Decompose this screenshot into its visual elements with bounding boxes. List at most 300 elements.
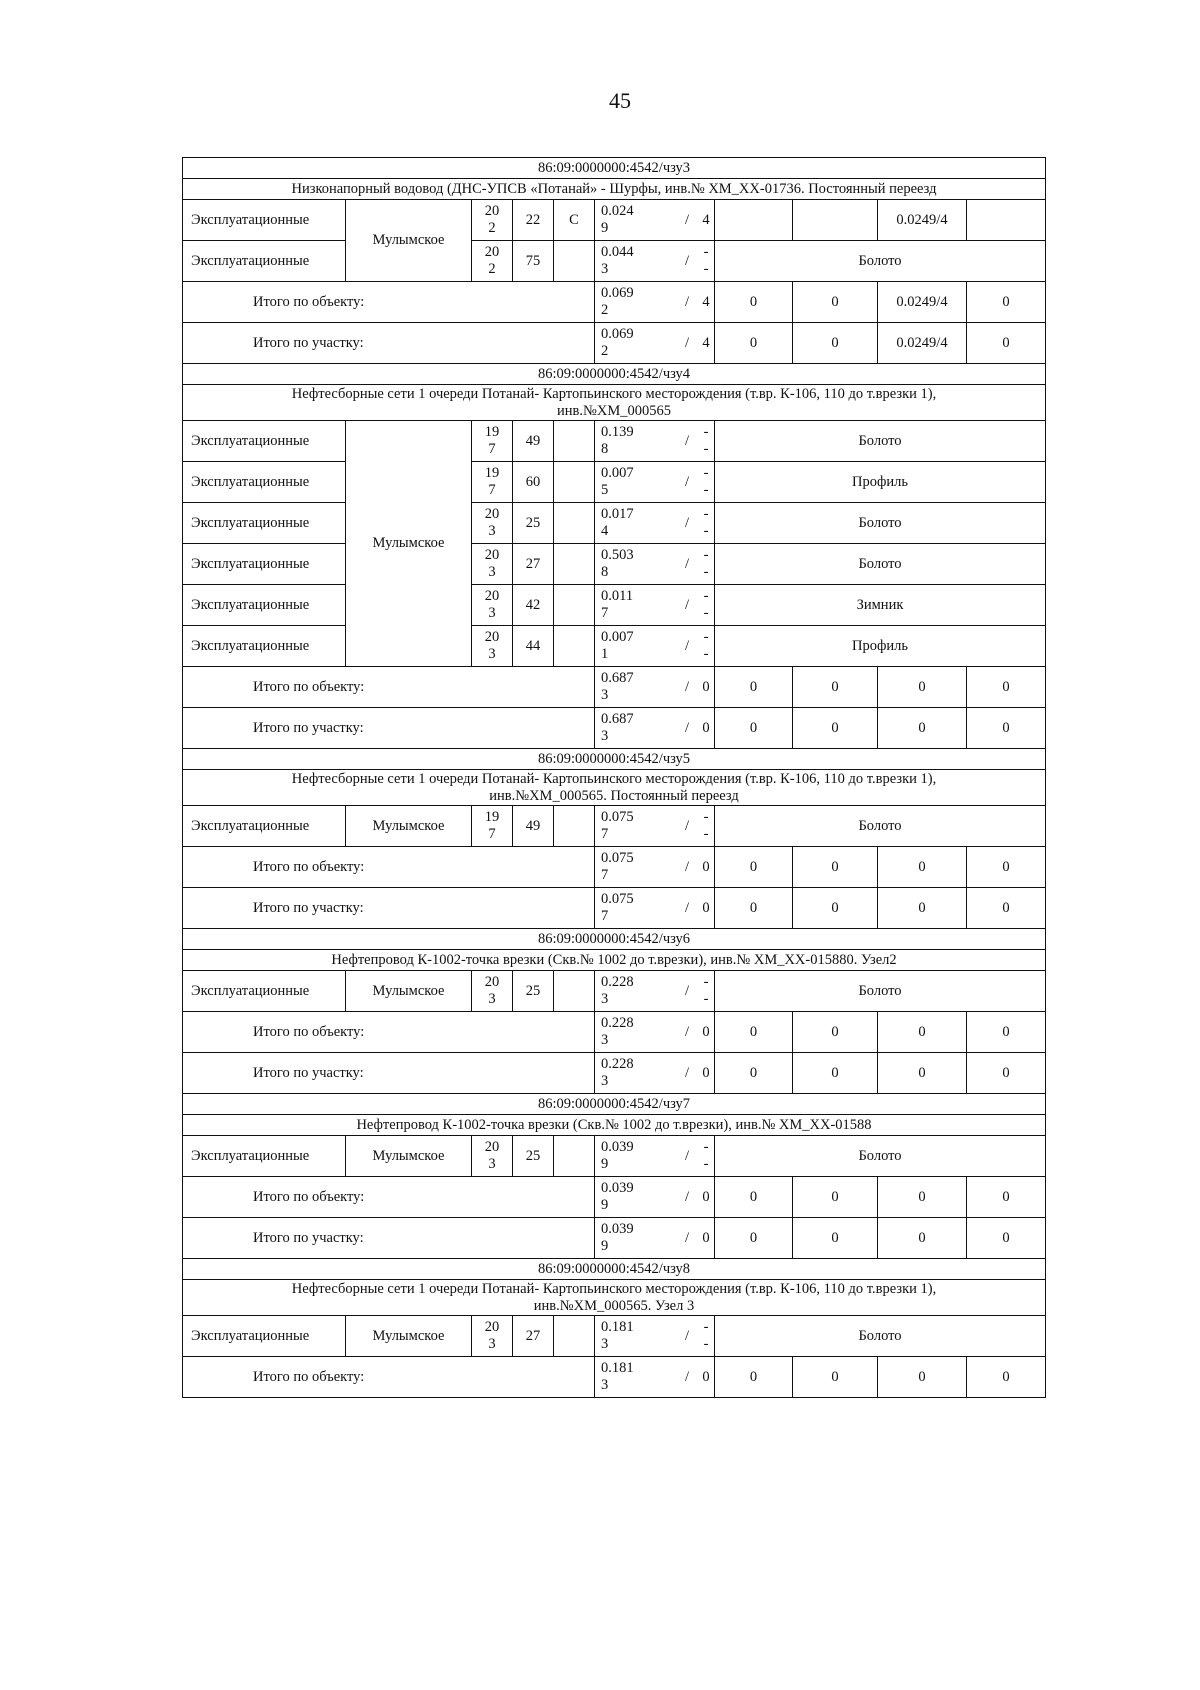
section-code-row bbox=[183, 749, 1046, 770]
total-value: 0 bbox=[967, 1177, 1046, 1218]
area-right-part: - bbox=[703, 547, 709, 563]
kvartal-cell bbox=[472, 462, 513, 503]
stacked-part: 19 bbox=[484, 424, 500, 440]
category-cell: Эксплуатационные bbox=[183, 585, 346, 626]
area-part: 0.075 bbox=[601, 850, 634, 866]
area-right-part: - bbox=[703, 1319, 709, 1335]
area-right bbox=[698, 1015, 714, 1049]
section-code: 86:09:0000000:4542/чзу8 bbox=[183, 1259, 1046, 1280]
area-value bbox=[595, 424, 676, 458]
area-cell bbox=[595, 1177, 715, 1218]
stacked-value bbox=[472, 547, 512, 581]
area-value bbox=[595, 1360, 676, 1394]
area-part: 0.228 bbox=[601, 1056, 634, 1072]
land-type-cell: Болото bbox=[715, 241, 1046, 282]
vydel-cell: 60 bbox=[513, 462, 554, 503]
total-value: 0 bbox=[878, 1218, 967, 1259]
area-part: 3 bbox=[601, 1073, 609, 1089]
total-value: 0 bbox=[793, 1177, 878, 1218]
area-cell bbox=[595, 626, 715, 667]
total-value: 0 bbox=[967, 888, 1046, 929]
value-cell bbox=[967, 200, 1046, 241]
land-type-cell: Болото bbox=[715, 806, 1046, 847]
data-row bbox=[183, 971, 1046, 1012]
data-row bbox=[183, 200, 1046, 241]
total-value: 0 bbox=[878, 1357, 967, 1398]
total-value: 0 bbox=[967, 1053, 1046, 1094]
total-value: 0 bbox=[878, 847, 967, 888]
area-right-part: 0 bbox=[702, 1229, 710, 1246]
area-part: 0.228 bbox=[601, 974, 634, 990]
section-code-row bbox=[183, 1259, 1046, 1280]
area-right bbox=[698, 547, 714, 581]
area-part: 0.075 bbox=[601, 891, 634, 907]
area-cell bbox=[595, 1012, 715, 1053]
stacked-part: 20 bbox=[484, 244, 500, 260]
area-right-part: - bbox=[703, 991, 709, 1007]
vydel-cell: 25 bbox=[513, 1136, 554, 1177]
area-value bbox=[595, 1015, 676, 1049]
area-right bbox=[698, 1056, 714, 1090]
total-value: 0 bbox=[793, 667, 878, 708]
area-value bbox=[595, 588, 676, 622]
area-slash: / bbox=[684, 211, 690, 228]
area-right bbox=[698, 203, 714, 237]
area-right bbox=[698, 244, 714, 278]
area-cell bbox=[595, 847, 715, 888]
area-value bbox=[595, 506, 676, 540]
area-slash: / bbox=[684, 858, 690, 875]
total-value: 0 bbox=[715, 888, 793, 929]
stacked-value bbox=[472, 809, 512, 843]
section-code: 86:09:0000000:4542/чзу7 bbox=[183, 1094, 1046, 1115]
kvartal-cell bbox=[472, 503, 513, 544]
area-right-part: - bbox=[703, 482, 709, 498]
area-part: 0.228 bbox=[601, 1015, 634, 1031]
area-cell bbox=[595, 462, 715, 503]
area-right-part: - bbox=[703, 605, 709, 621]
area-right bbox=[698, 424, 714, 458]
kvartal-cell bbox=[472, 421, 513, 462]
area-cell bbox=[595, 421, 715, 462]
total-label: Итого по объекту: bbox=[183, 282, 595, 323]
land-type-cell: Болото bbox=[715, 971, 1046, 1012]
total-value: 0 bbox=[715, 323, 793, 364]
area-right-part: - bbox=[703, 1336, 709, 1352]
stacked-part: 3 bbox=[488, 605, 496, 621]
category-cell: Эксплуатационные bbox=[183, 544, 346, 585]
area-part: 0.011 bbox=[601, 588, 634, 604]
vydel-cell: 25 bbox=[513, 971, 554, 1012]
area-right bbox=[698, 809, 714, 843]
area-cell bbox=[595, 708, 715, 749]
section-title-line: Нефтесборные сети 1 очереди Потанай- Картопьинского месторождения (т.вр. К-106, 110 до т.врезки 1), bbox=[291, 770, 937, 787]
area-cell bbox=[595, 200, 715, 241]
area-part: 4 bbox=[601, 523, 609, 539]
page-number: 45 bbox=[609, 88, 631, 113]
area-right-part: 0 bbox=[702, 678, 710, 695]
mark-cell bbox=[554, 241, 595, 282]
section-title bbox=[183, 950, 1046, 971]
area-right bbox=[698, 1180, 714, 1214]
area-slash: / bbox=[684, 1064, 690, 1081]
area-right bbox=[698, 1319, 714, 1353]
total-value: 0 bbox=[715, 1357, 793, 1398]
land-type-cell: Болото bbox=[715, 1136, 1046, 1177]
area-value bbox=[595, 465, 676, 499]
area-right-part: 0 bbox=[702, 1064, 710, 1081]
area-part: 0.687 bbox=[601, 670, 634, 686]
section-title-row bbox=[183, 770, 1046, 806]
section-title-line: Нефтепровод К-1002-точка врезки (Скв.№ 1002 до т.врезки), инв.№ ХМ_ХХ-01588 bbox=[356, 1116, 872, 1133]
area-part: 2 bbox=[601, 343, 609, 359]
stacked-part: 20 bbox=[484, 506, 500, 522]
area-slash: / bbox=[684, 899, 690, 916]
stacked-value bbox=[472, 203, 512, 237]
section-title-row bbox=[183, 179, 1046, 200]
area-value bbox=[595, 850, 676, 884]
area-value bbox=[595, 285, 676, 319]
total-value: 0 bbox=[878, 1053, 967, 1094]
total-value: 0 bbox=[793, 708, 878, 749]
land-type-cell: Болото bbox=[715, 544, 1046, 585]
area-right-part: 4 bbox=[702, 211, 710, 228]
section-title bbox=[183, 179, 1046, 200]
total-value: 0 bbox=[793, 323, 878, 364]
data-row bbox=[183, 585, 1046, 626]
section-title-line: Низконапорный водовод (ДНС-УПСВ «Потанай» - Шурфы, инв.№ ХМ_ХХ-01736. Постоянный переезд bbox=[291, 180, 937, 197]
area-cell bbox=[595, 1316, 715, 1357]
vydel-cell: 27 bbox=[513, 544, 554, 585]
area-right-part: - bbox=[703, 261, 709, 277]
area-part: 0.181 bbox=[601, 1319, 634, 1335]
total-label: Итого по участку: bbox=[183, 1218, 595, 1259]
stacked-value bbox=[472, 629, 512, 663]
stacked-part: 20 bbox=[484, 588, 500, 604]
section-title-row bbox=[183, 1280, 1046, 1316]
data-row bbox=[183, 421, 1046, 462]
land-type-cell: Профиль bbox=[715, 626, 1046, 667]
mark-cell bbox=[554, 503, 595, 544]
kvartal-cell bbox=[472, 806, 513, 847]
area-part: 9 bbox=[601, 1197, 609, 1213]
area-cell bbox=[595, 971, 715, 1012]
stacked-part: 3 bbox=[488, 523, 496, 539]
area-part: 0.017 bbox=[601, 506, 634, 522]
total-value: 0 bbox=[715, 1218, 793, 1259]
section-code-row bbox=[183, 158, 1046, 179]
land-type-cell: Болото bbox=[715, 503, 1046, 544]
mark-cell bbox=[554, 626, 595, 667]
area-part: 0.069 bbox=[601, 285, 634, 301]
kvartal-cell bbox=[472, 241, 513, 282]
section-title bbox=[183, 385, 1046, 421]
area-right-part: - bbox=[703, 974, 709, 990]
total-label: Итого по объекту: bbox=[183, 667, 595, 708]
area-cell bbox=[595, 1218, 715, 1259]
area-value bbox=[595, 670, 676, 704]
area-part: 9 bbox=[601, 1238, 609, 1254]
stacked-part: 20 bbox=[484, 1319, 500, 1335]
total-value: 0 bbox=[715, 847, 793, 888]
area-value bbox=[595, 1056, 676, 1090]
section-title bbox=[183, 770, 1046, 806]
vydel-cell: 49 bbox=[513, 421, 554, 462]
area-slash: / bbox=[684, 1229, 690, 1246]
category-cell: Эксплуатационные bbox=[183, 200, 346, 241]
stacked-value bbox=[472, 974, 512, 1008]
area-right bbox=[698, 891, 714, 925]
stacked-part: 7 bbox=[488, 441, 496, 457]
stacked-part: 3 bbox=[488, 1156, 496, 1172]
area-value bbox=[595, 974, 676, 1008]
area-value bbox=[595, 891, 676, 925]
area-slash: / bbox=[684, 1327, 690, 1344]
stacked-value bbox=[472, 465, 512, 499]
data-row bbox=[183, 806, 1046, 847]
total-row bbox=[183, 1177, 1046, 1218]
section-code-row bbox=[183, 929, 1046, 950]
area-part: 3 bbox=[601, 1377, 609, 1393]
area-slash: / bbox=[684, 982, 690, 999]
area-right-part: 0 bbox=[702, 858, 710, 875]
section-title bbox=[183, 1280, 1046, 1316]
stacked-part: 20 bbox=[484, 974, 500, 990]
section-title-row bbox=[183, 385, 1046, 421]
section-title-row bbox=[183, 950, 1046, 971]
area-part: 3 bbox=[601, 261, 609, 277]
forestry-cell: Мулымское bbox=[346, 421, 472, 667]
area-part: 0.139 bbox=[601, 424, 634, 440]
data-row bbox=[183, 462, 1046, 503]
forestry-cell: Мулымское bbox=[346, 806, 472, 847]
area-cell bbox=[595, 667, 715, 708]
area-right bbox=[698, 1139, 714, 1173]
section-code: 86:09:0000000:4542/чзу5 bbox=[183, 749, 1046, 770]
area-value bbox=[595, 547, 676, 581]
section-code: 86:09:0000000:4542/чзу6 bbox=[183, 929, 1046, 950]
area-right-part: - bbox=[703, 646, 709, 662]
land-type-cell: Профиль bbox=[715, 462, 1046, 503]
total-value: 0 bbox=[967, 667, 1046, 708]
data-row bbox=[183, 544, 1046, 585]
total-label: Итого по объекту: bbox=[183, 1012, 595, 1053]
area-part: 2 bbox=[601, 302, 609, 318]
value-cell bbox=[715, 200, 793, 241]
area-value bbox=[595, 203, 676, 237]
land-type-cell: Болото bbox=[715, 421, 1046, 462]
area-right bbox=[698, 850, 714, 884]
area-right-part: - bbox=[703, 465, 709, 481]
total-value: 0 bbox=[793, 1218, 878, 1259]
data-row bbox=[183, 503, 1046, 544]
area-part: 0.075 bbox=[601, 809, 634, 825]
kvartal-cell bbox=[472, 1316, 513, 1357]
total-value: 0 bbox=[715, 1053, 793, 1094]
section-title-line: Нефтесборные сети 1 очереди Потанай- Картопьинского месторождения (т.вр. К-106, 110 до т.врезки 1), bbox=[291, 385, 937, 402]
area-right bbox=[698, 465, 714, 499]
area-slash: / bbox=[684, 596, 690, 613]
total-row bbox=[183, 667, 1046, 708]
category-cell: Эксплуатационные bbox=[183, 1136, 346, 1177]
mark-cell: С bbox=[554, 200, 595, 241]
area-part: 3 bbox=[601, 1336, 609, 1352]
data-row bbox=[183, 1136, 1046, 1177]
area-right bbox=[698, 711, 714, 745]
area-cell bbox=[595, 544, 715, 585]
area-part: 8 bbox=[601, 441, 609, 457]
total-row bbox=[183, 1012, 1046, 1053]
category-cell: Эксплуатационные bbox=[183, 1316, 346, 1357]
forestry-cell: Мулымское bbox=[346, 1316, 472, 1357]
vydel-cell: 27 bbox=[513, 1316, 554, 1357]
stacked-part: 3 bbox=[488, 646, 496, 662]
area-value bbox=[595, 1319, 676, 1353]
total-value: 0 bbox=[967, 1012, 1046, 1053]
total-value: 0 bbox=[878, 1177, 967, 1218]
area-part: 0.039 bbox=[601, 1221, 634, 1237]
total-value: 0 bbox=[793, 1012, 878, 1053]
area-part: 0.024 bbox=[601, 203, 634, 219]
kvartal-cell bbox=[472, 626, 513, 667]
stacked-part: 3 bbox=[488, 991, 496, 1007]
area-right bbox=[698, 1221, 714, 1255]
value-cell: 0.0249/4 bbox=[878, 200, 967, 241]
kvartal-cell bbox=[472, 971, 513, 1012]
area-right-part: 4 bbox=[702, 293, 710, 310]
total-value: 0 bbox=[878, 1012, 967, 1053]
section-title-line: Нефтепровод К-1002-точка врезки (Скв.№ 1002 до т.врезки), инв.№ ХМ_ХХ-015880. Узел2 bbox=[331, 951, 897, 968]
stacked-part: 3 bbox=[488, 1336, 496, 1352]
area-right-part: - bbox=[703, 564, 709, 580]
section-code-row bbox=[183, 1094, 1046, 1115]
total-row bbox=[183, 1357, 1046, 1398]
stacked-part: 19 bbox=[484, 465, 500, 481]
section-title-line: инв.№ХМ_000565 bbox=[557, 402, 671, 419]
category-cell: Эксплуатационные bbox=[183, 503, 346, 544]
vydel-cell: 42 bbox=[513, 585, 554, 626]
area-part: 0.181 bbox=[601, 1360, 634, 1376]
area-slash: / bbox=[684, 334, 690, 351]
area-part: 1 bbox=[601, 646, 609, 662]
total-value: 0 bbox=[715, 1012, 793, 1053]
area-cell bbox=[595, 806, 715, 847]
total-row bbox=[183, 708, 1046, 749]
area-right-part: - bbox=[703, 588, 709, 604]
section-title-line: инв.№ХМ_000565. Узел 3 bbox=[533, 1297, 695, 1314]
area-slash: / bbox=[684, 252, 690, 269]
area-right-part: - bbox=[703, 1156, 709, 1172]
total-row bbox=[183, 323, 1046, 364]
forest-plot-table bbox=[182, 157, 1046, 1398]
data-row bbox=[183, 241, 1046, 282]
area-right-part: 0 bbox=[702, 1188, 710, 1205]
stacked-part: 7 bbox=[488, 482, 496, 498]
total-value: 0 bbox=[967, 1218, 1046, 1259]
area-right-part: 4 bbox=[702, 334, 710, 351]
area-right-part: 0 bbox=[702, 719, 710, 736]
total-value: 0.0249/4 bbox=[878, 282, 967, 323]
area-slash: / bbox=[684, 719, 690, 736]
total-value: 0 bbox=[793, 1357, 878, 1398]
section-title-line: Нефтесборные сети 1 очереди Потанай- Картопьинского месторождения (т.вр. К-106, 110 до т.врезки 1), bbox=[291, 1280, 937, 1297]
stacked-value bbox=[472, 1319, 512, 1353]
total-label: Итого по участку: bbox=[183, 888, 595, 929]
mark-cell bbox=[554, 585, 595, 626]
mark-cell bbox=[554, 544, 595, 585]
section-title-row bbox=[183, 1115, 1046, 1136]
section-title bbox=[183, 1115, 1046, 1136]
area-cell bbox=[595, 888, 715, 929]
stacked-part: 2 bbox=[488, 261, 496, 277]
area-right-part: - bbox=[703, 629, 709, 645]
area-cell bbox=[595, 1053, 715, 1094]
total-value: 0 bbox=[967, 708, 1046, 749]
area-part: 9 bbox=[601, 220, 609, 236]
area-part: 0.503 bbox=[601, 547, 634, 563]
area-slash: / bbox=[684, 432, 690, 449]
total-label: Итого по участку: bbox=[183, 708, 595, 749]
area-part: 8 bbox=[601, 564, 609, 580]
area-slash: / bbox=[684, 1023, 690, 1040]
area-cell bbox=[595, 1357, 715, 1398]
stacked-value bbox=[472, 506, 512, 540]
area-cell bbox=[595, 323, 715, 364]
vydel-cell: 44 bbox=[513, 626, 554, 667]
vydel-cell: 22 bbox=[513, 200, 554, 241]
area-right bbox=[698, 506, 714, 540]
area-value bbox=[595, 711, 676, 745]
area-slash: / bbox=[684, 1188, 690, 1205]
category-cell: Эксплуатационные bbox=[183, 806, 346, 847]
total-value: 0 bbox=[793, 282, 878, 323]
category-cell: Эксплуатационные bbox=[183, 241, 346, 282]
area-value bbox=[595, 244, 676, 278]
area-right-part: - bbox=[703, 506, 709, 522]
area-value bbox=[595, 1139, 676, 1173]
total-label: Итого по участку: bbox=[183, 1053, 595, 1094]
stacked-part: 20 bbox=[484, 1139, 500, 1155]
area-right-part: 0 bbox=[702, 1368, 710, 1385]
section-code: 86:09:0000000:4542/чзу3 bbox=[183, 158, 1046, 179]
area-cell bbox=[595, 241, 715, 282]
total-label: Итого по объекту: bbox=[183, 847, 595, 888]
total-value: 0 bbox=[793, 847, 878, 888]
area-part: 3 bbox=[601, 991, 609, 1007]
area-right bbox=[698, 1360, 714, 1394]
mark-cell bbox=[554, 1316, 595, 1357]
total-label: Итого по объекту: bbox=[183, 1177, 595, 1218]
area-slash: / bbox=[684, 817, 690, 834]
kvartal-cell bbox=[472, 200, 513, 241]
stacked-part: 20 bbox=[484, 629, 500, 645]
area-slash: / bbox=[684, 514, 690, 531]
data-row bbox=[183, 1316, 1046, 1357]
area-part: 3 bbox=[601, 687, 609, 703]
area-cell bbox=[595, 585, 715, 626]
stacked-part: 20 bbox=[484, 547, 500, 563]
total-row bbox=[183, 847, 1046, 888]
area-slash: / bbox=[684, 293, 690, 310]
area-value bbox=[595, 326, 676, 360]
vydel-cell: 75 bbox=[513, 241, 554, 282]
area-slash: / bbox=[684, 1147, 690, 1164]
vydel-cell: 49 bbox=[513, 806, 554, 847]
vydel-cell: 25 bbox=[513, 503, 554, 544]
stacked-value bbox=[472, 1139, 512, 1173]
stacked-part: 7 bbox=[488, 826, 496, 842]
mark-cell bbox=[554, 421, 595, 462]
